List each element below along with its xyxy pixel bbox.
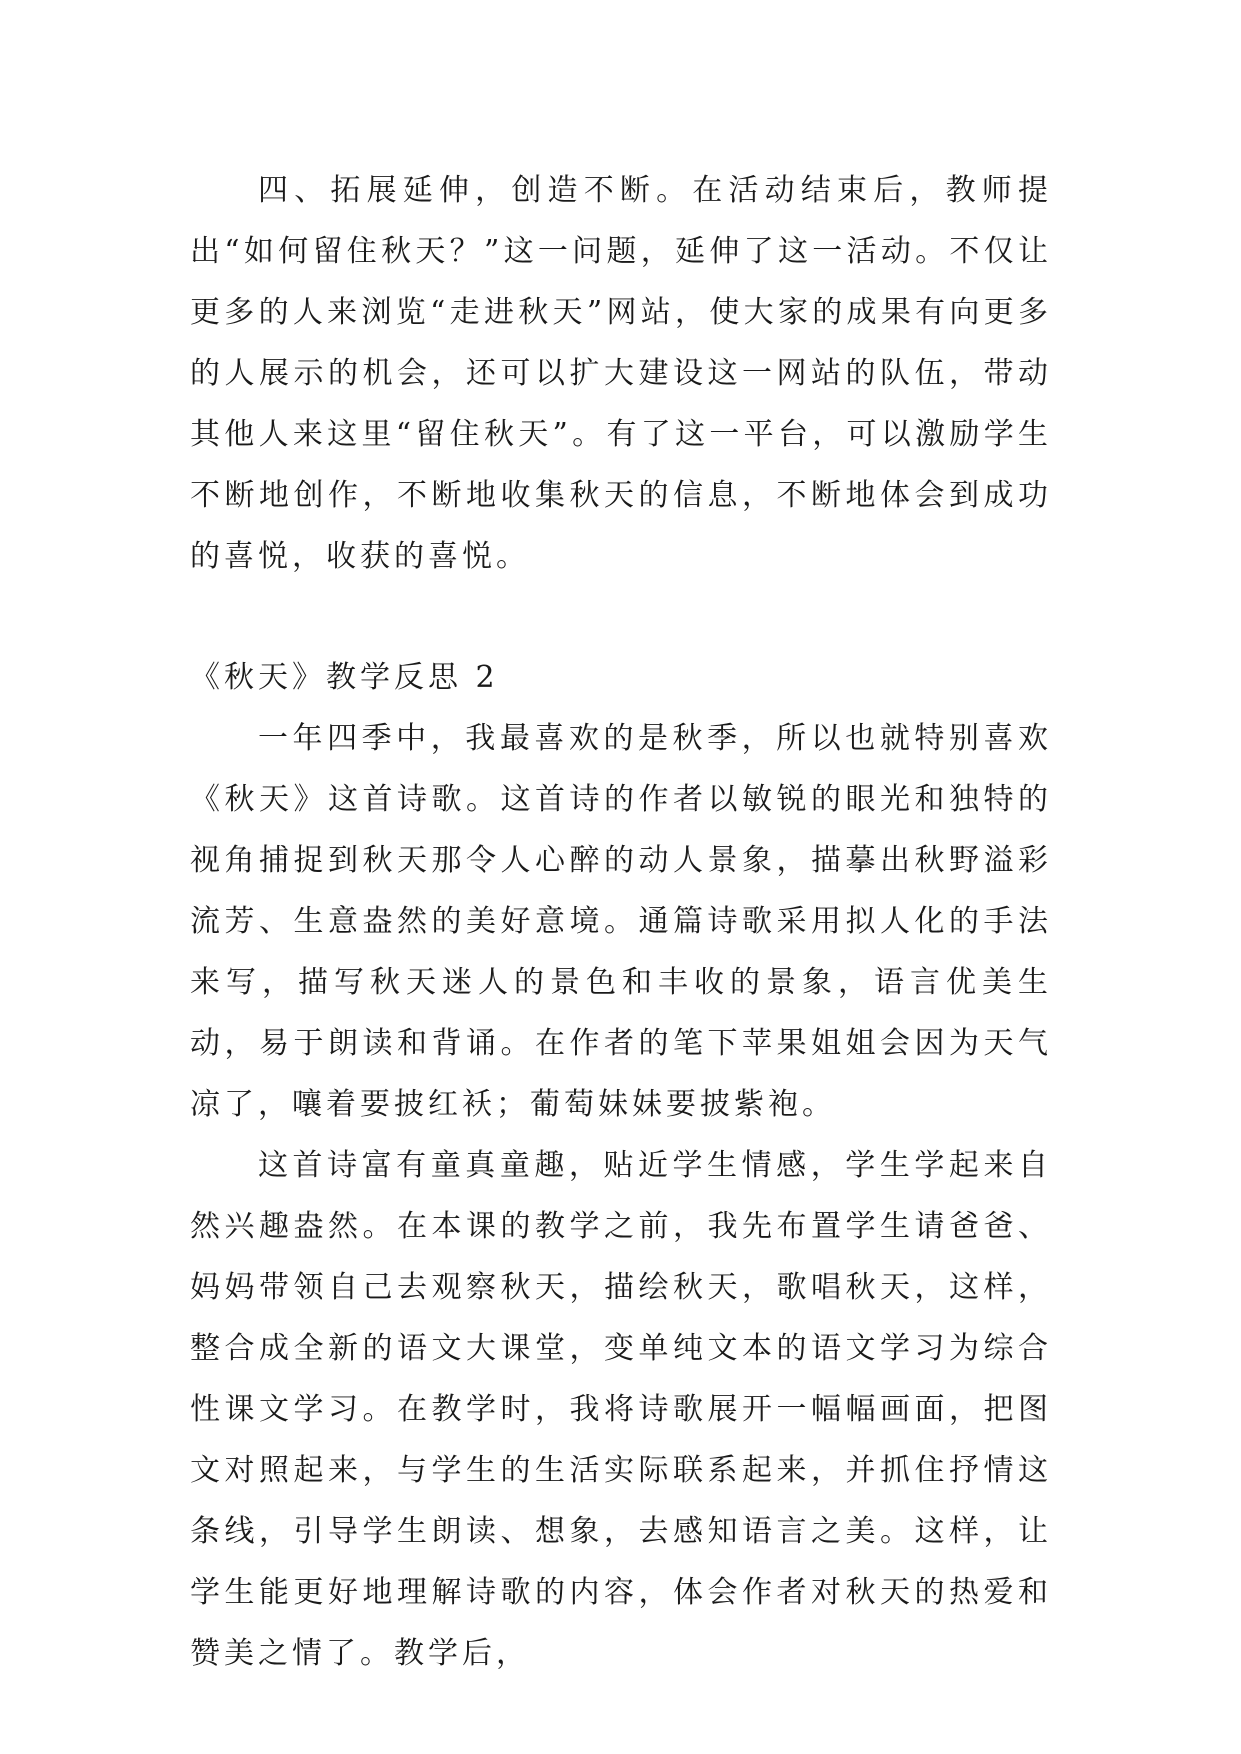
section-title: 《秋天》教学反思 2 bbox=[190, 660, 499, 695]
document-body bbox=[190, 160, 1052, 1684]
paragraph-intro: 一年四季中，我最喜欢的是秋季，所以也就特别喜欢《秋天》这首诗歌。这首诗的作者以敏锐的眼光和独特的视角捕捉到秋天那令人心醉的动人景象，描摹出秋野溢彩流芳、生意盎然的美好意境。通篇诗歌采用拟人化的手法来写，描写秋天迷人的景色和丰收的景象，语言优美生动，易于朗读和背诵。在作者的笔下苹果姐姐会因为天气凉了，嚷着要披红袄；葡萄妹妹要披紫袍。 bbox=[190, 721, 1052, 1122]
paragraph-extension: 四、拓展延伸，创造不断。在活动结束后，教师提出“如何留住秋天？”这一问题，延伸了这一活动。不仅让更多的人来浏览“走进秋天”网站，使大家的成果有向更多的人展示的机会，还可以扩大建设这一网站的队伍，带动其他人来这里“留住秋天”。有了这一平台，可以激励学生不断地创作，不断地收集秋天的信息，不断地体会到成功的喜悦，收获的喜悦。 bbox=[190, 173, 1052, 574]
paragraph-teaching: 这首诗富有童真童趣，贴近学生情感，学生学起来自然兴趣盎然。在本课的教学之前，我先布置学生请爸爸、妈妈带领自己去观察秋天，描绘秋天，歌唱秋天，这样，整合成全新的语文大课堂，变单纯文本的语文学习为综合性课文学习。在教学时，我将诗歌展开一幅幅画面，把图文对照起来，与学生的生活实际联系起来，并抓住抒情这条线，引导学生朗读、想象，去感知语言之美。这样，让学生能更好地理解诗歌的内容，体会作者对秋天的热爱和赞美之情了。教学后， bbox=[190, 1148, 1052, 1671]
